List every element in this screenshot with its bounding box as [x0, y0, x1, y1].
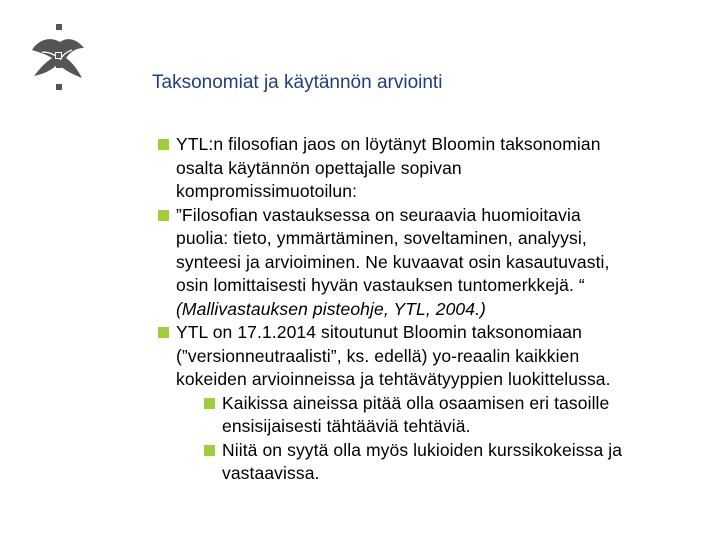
sub-bullet-text-line: ensisijaisesti tähtääviä tehtäviä.	[222, 416, 471, 436]
bullet-text-line: kompromissimuotoilun:	[176, 181, 358, 201]
bullet-text-line: YTL:n filosofian jaos on löytänyt Bloomin taksonomian	[176, 134, 601, 154]
bullet-text-line: puolia: tieto, ymmärtäminen, soveltaminen, analyysi,	[176, 228, 587, 248]
bullet-text-line: (”versionneutraalisti”, ks. edellä) yo-reaalin kaikkien	[176, 345, 580, 366]
sub-bullet-item	[204, 439, 698, 486]
citation: (Mallivastauksen pisteohje, YTL, 2004.)	[176, 298, 486, 319]
bullet-marker-icon	[158, 327, 169, 338]
sub-bullet-text-line: vastaavissa.	[222, 463, 320, 483]
bullet-text-line: YTL on 17.1.2014 sitoutunut Bloomin taksonomiaan	[176, 322, 582, 342]
bullet-item	[158, 204, 698, 322]
bullet-marker-icon	[204, 398, 215, 409]
bullet-text-line: kokeiden arvioinneissa ja tehtävätyyppien luokittelussa.	[176, 369, 611, 389]
sub-bullet-item	[204, 392, 698, 439]
bullet-marker-icon	[158, 210, 169, 221]
bullet-item	[158, 133, 698, 204]
sub-bullet-text-line: Niitä on syytä olla myös lukioiden kurssikokeissa ja	[222, 439, 623, 460]
university-logo-icon	[22, 22, 90, 98]
bullet-text-line: osin lomittaisesti hyvän vastauksen tuntomerkkejä. “	[176, 275, 585, 295]
content-list	[158, 133, 698, 486]
bullet-text-line: ”Filosofian vastauksessa on seuraavia huomioitavia	[176, 204, 581, 225]
bullet-marker-icon	[204, 445, 215, 456]
bullet-text-line: osalta käytännön opettajalle sopivan	[176, 157, 462, 178]
bullet-marker-icon	[158, 139, 169, 150]
page-title: Taksonomiat ja käytännön arviointi	[152, 72, 443, 93]
sub-bullet-text-line: Kaikissa aineissa pitää olla osaamisen eri tasoille	[222, 392, 610, 413]
bullet-item	[158, 321, 698, 392]
bullet-text-line: synteesi ja arvioiminen. Ne kuvaavat osin kasautuvasti,	[176, 251, 610, 272]
